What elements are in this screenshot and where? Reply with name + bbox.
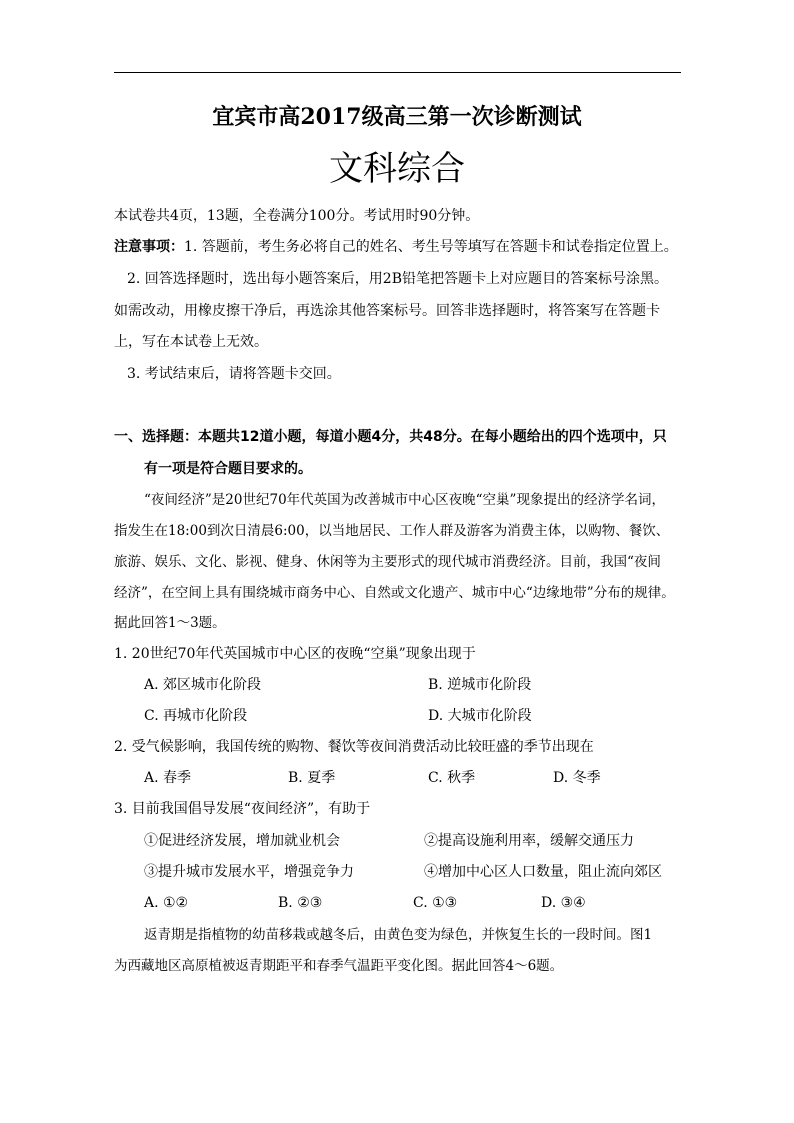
q3-option-b: B. ②③ bbox=[278, 895, 323, 911]
passage1-line-1: “夜间经济”是20世纪70年代英国为改善城市中心区夜晚“空巢”现象提出的经济学名词， bbox=[144, 492, 665, 508]
section1-heading-a: 一、选择题：本题共12道小题，每道小题4分，共48分。在每小题给出的四个选项中，只 bbox=[114, 429, 667, 445]
q1-option-a: A. 郊区城市化阶段 bbox=[144, 677, 262, 693]
passage1-line-3: 旅游、娱乐、文化、影视、健身、休闲等为主要形式的现代城市消费经济。目前，我国“夜间 bbox=[114, 554, 661, 570]
q3-option-a: A. ①② bbox=[144, 895, 189, 911]
passage1-line-4: 经济”，在空间上具有围绕城市商务中心、自然或文化遗产、城市中心“边缘地带”分布的规律。 bbox=[114, 585, 675, 601]
header-rule bbox=[114, 72, 681, 73]
notice-1-text: 1. 答题前，考生务必将自己的姓名、考生号等填写在答题卡和试卷指定位置上。 bbox=[184, 239, 678, 255]
notice-label: 注意事项： bbox=[114, 239, 184, 255]
q3-statement-3: ③提升城市发展水平，增强竞争力 bbox=[144, 864, 354, 880]
exam-subject: 文科综合 bbox=[329, 149, 465, 189]
notice-2b: 如需改动，用橡皮擦干净后，再选涂其他答案标号。回答非选择题时，将答案写在答题卡 bbox=[114, 303, 660, 319]
q3-statement-4: ④增加中心区人口数量，阻止流向郊区 bbox=[424, 864, 662, 880]
q2-stem: 2. 受气候影响，我国传统的购物、餐饮等夜间消费活动比较旺盛的季节出现在 bbox=[114, 739, 594, 755]
q1-option-d: D. 大城市化阶段 bbox=[428, 708, 532, 724]
q2-option-d: D. 冬季 bbox=[553, 770, 601, 786]
passage2-line-2: 为西藏地区高原植被返青期距平和春季气温距平变化图。据此回答4～6题。 bbox=[114, 958, 564, 974]
q3-statement-1: ①促进经济发展，增加就业机会 bbox=[144, 833, 340, 849]
section1-heading-b: 有一项是符合题目要求的。 bbox=[144, 461, 312, 477]
exam-info: 本试卷共4页，13题，全卷满分100分。考试用时90分钟。 bbox=[114, 208, 480, 224]
passage1-line-2: 指发生在18:00到次日清晨6:00，以当地居民、工作人群及游客为消费主体，以购物、餐饮、 bbox=[114, 523, 670, 539]
notice-2a: 2. 回答选择题时，选出每小题答案后，用2B铅笔把答题卡上对应题目的答案标号涂黑。 bbox=[127, 271, 669, 287]
q3-statement-2: ②提高设施利用率，缓解交通压力 bbox=[424, 833, 634, 849]
exam-title: 宜宾市高2017级高三第一次诊断测试 bbox=[212, 104, 582, 130]
q3-option-d: D. ③④ bbox=[541, 895, 586, 911]
q2-option-a: A. 春季 bbox=[144, 770, 192, 786]
notice-line-1 bbox=[114, 238, 678, 256]
passage2-line-1: 返青期是指植物的幼苗移栽或越冬后，由黄色变为绿色，并恢复生长的一段时间。图1 bbox=[144, 927, 653, 943]
q1-stem: 1. 20世纪70年代英国城市中心区的夜晚“空巢”现象出现于 bbox=[114, 646, 476, 662]
notice-3: 3. 考试结束后，请将答题卡交回。 bbox=[127, 366, 341, 382]
q1-option-c: C. 再城市化阶段 bbox=[144, 708, 248, 724]
q3-option-c: C. ①③ bbox=[413, 895, 458, 911]
q2-option-c: C. 秋季 bbox=[428, 770, 476, 786]
q2-option-b: B. 夏季 bbox=[288, 770, 336, 786]
q3-stem: 3. 目前我国倡导发展“夜间经济”，有助于 bbox=[114, 801, 371, 817]
notice-2c: 上，写在本试卷上无效。 bbox=[114, 334, 268, 350]
passage1-line-5: 据此回答1～3题。 bbox=[114, 615, 226, 631]
q1-option-b: B. 逆城市化阶段 bbox=[428, 677, 532, 693]
